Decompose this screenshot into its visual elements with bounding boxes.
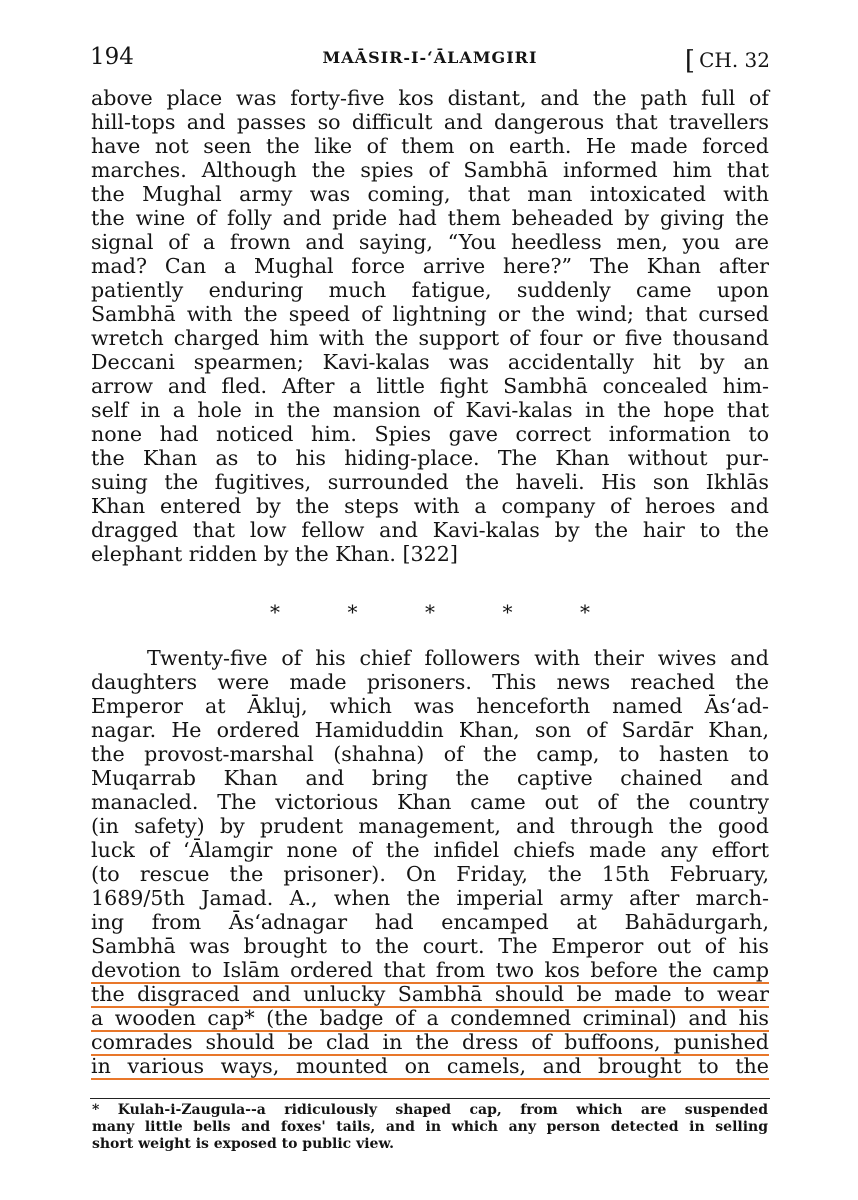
paragraph-1 [91, 86, 769, 566]
text-line: have not seen the like of them on earth. He made forced [91, 134, 769, 158]
text-line: manacled. The victorious Khan came out of the country [91, 790, 769, 814]
text-line: self in a hole in the mansion of Kavi-kalas in the hope that [91, 398, 769, 422]
page-number: 194 [90, 44, 134, 70]
separator-star: * [270, 600, 280, 624]
text-line: Twenty-five of his chief followers with their wives and [147, 646, 769, 670]
text-line: elephant ridden by the Khan. [322] [91, 542, 458, 566]
text-line: suing the fugitives, surrounded the haveli. His son Ikhlās [91, 470, 769, 494]
page-header [90, 44, 770, 74]
highlighted-line: comrades should be clad in the dress of buffoons, punished [91, 1030, 769, 1054]
text-line: (to rescue the prisoner). On Friday, the 15th February, [91, 862, 769, 886]
text-line: the provost-marshal (shahna) of the camp, to hasten to [91, 742, 769, 766]
text-line: 1689/5th Jamad. A., when the imperial army after march- [91, 886, 769, 910]
text-line: daughters were made prisoners. This news reached the [91, 670, 769, 694]
text-line: (in safety) by prudent management, and through the good [91, 814, 769, 838]
text-line: the wine of folly and pride had them beheaded by giving the [91, 206, 769, 230]
highlighted-line: devotion to Islām ordered that from two kos before the camp [91, 958, 769, 982]
separator-star: * [580, 600, 590, 624]
footnote-line: * Kulah-i-Zaugula--a ridiculously shaped cap, from which are suspended [92, 1102, 768, 1118]
chapter-bracket: [ [684, 46, 696, 76]
highlighted-line: in various ways, mounted on camels, and brought to the [91, 1054, 769, 1078]
text-line: the Khan as to his hiding-place. The Khan without pur- [91, 446, 769, 470]
text-line: Sambhā was brought to the court. The Emperor out of his [91, 934, 769, 958]
text-line: Deccani spearmen; Kavi-kalas was accidentally hit by an [91, 350, 769, 374]
text-line: mad? Can a Mughal force arrive here?” The Khan after [91, 254, 769, 278]
chapter-text: CH. 32 [699, 48, 770, 72]
text-line: Sambhā with the speed of lightning or the wind; that cursed [91, 302, 769, 326]
separator-star: * [425, 600, 435, 624]
text-line: Emperor at Ākluj, which was henceforth named Ās‘ad- [91, 694, 769, 718]
running-title: MAĀSIR-I-‘ĀLAMGIRI [322, 48, 538, 67]
text-line: above place was forty-five kos distant, and the path full of [91, 86, 769, 110]
text-line: nagar. He ordered Hamiduddin Khan, son of Sardār Khan, [91, 718, 769, 742]
text-line: marches. Although the spies of Sambhā informed him that [91, 158, 769, 182]
footnote [92, 1102, 768, 1153]
highlighted-line: the disgraced and unlucky Sambhā should be made to wear [91, 982, 769, 1006]
text-line: Muqarrab Khan and bring the captive chained and [91, 766, 769, 790]
text-line: hill-tops and passes so difficult and dangerous that travellers [91, 110, 769, 134]
paragraph-2 [91, 646, 769, 1078]
text-line: Khan entered by the steps with a company of heroes and [91, 494, 769, 518]
section-separator [270, 600, 590, 624]
text-line: the Mughal army was coming, that man intoxicated with [91, 182, 769, 206]
separator-star: * [347, 600, 358, 624]
text-line: patiently enduring much fatigue, suddenly came upon [91, 278, 769, 302]
text-line: dragged that low fellow and Kavi-kalas by the hair to the [91, 518, 769, 542]
text-line: none had noticed him. Spies gave correct information to [91, 422, 769, 446]
text-line: luck of ‘Ālamgir none of the infidel chiefs made any effort [91, 838, 769, 862]
separator-star: * [502, 600, 513, 624]
text-line: ing from Ās‘adnagar had encamped at Bahādurgarh, [91, 910, 769, 934]
text-line: signal of a frown and saying, “You heedless men, you are [91, 230, 769, 254]
footnote-rule [90, 1098, 770, 1099]
footnote-line: short weight is exposed to public view. [92, 1136, 394, 1152]
chapter-label [685, 44, 770, 74]
footnote-line: many little bells and foxes' tails, and in which any person detected in selling [92, 1119, 768, 1135]
text-line: wretch charged him with the support of four or five thousand [91, 326, 769, 350]
text-line: arrow and fled. After a little fight Sambhā concealed him- [91, 374, 769, 398]
highlighted-line: a wooden cap* (the badge of a condemned criminal) and his [91, 1006, 769, 1030]
